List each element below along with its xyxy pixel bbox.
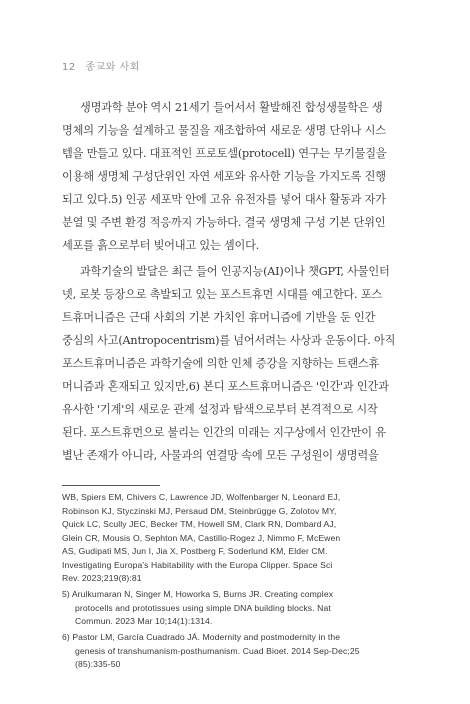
paragraph-line: 트휴머니즘은 근대 사회의 기본 가치인 휴머니즘에 기반을 둔 인간 — [62, 311, 376, 324]
footnote-line: Rev. 2023;219(8):81 — [62, 573, 142, 583]
paragraph-line: 세포를 흙으로부터 빚어내고 있는 셈이다. — [62, 239, 260, 252]
footnote-line: protocells and prototissues using simple DNA building blocks. Nat — [75, 602, 331, 613]
footnote-line: (85):335-50 — [75, 659, 121, 669]
footnote-line: WB, Spiers EM, Chivers C, Lawrence JD, Wolfenbarger N, Leonard EJ, — [62, 492, 341, 502]
footnote-line: Quick LC, Scully JEC, Becker TM, Howell SM, Clark RN, Dombard AJ, — [62, 519, 337, 529]
paragraph-line: 중심의 사고(Antropocentrism)를 넘어서려는 사상과 운동이다. 아직 — [62, 334, 396, 347]
paragraph-line: 명체의 기능을 설계하고 물질을 재조합하여 새로운 생명 단위나 시스 — [62, 124, 386, 137]
paragraph-line: 넷, 로봇 등장으로 촉발되고 있는 포스트휴먼 시대를 예고한다. 포스 — [62, 288, 382, 301]
paragraph-line: 유사한 '기계'의 새로운 관계 설정과 탐색으로부터 본격적으로 시작 — [62, 403, 378, 416]
paragraph-line: 과학기술의 발달은 최근 들어 인공지능(AI)이나 챗GPT, 사물인터 — [80, 265, 390, 278]
paragraph-line: 머니즘과 혼재되고 있지만,6) 본디 포스트휴머니즘은 '인간'과 인간과 — [62, 380, 389, 393]
footnote-line: Robinson KJ, Styczinski MJ, Persaud DM, Steinbrügge G, Zolotov MY, — [62, 505, 337, 516]
page-number: 12 — [62, 62, 76, 73]
footnote-divider — [62, 485, 160, 486]
paragraph-line: 되고 있다.5) 인공 세포막 안에 고유 유전자를 넣어 대사 활동과 자가 — [62, 193, 386, 206]
footnote-6: 6) Pastor LM, García Cuadrado JÁ. Modernity and postmodernity in the — [62, 632, 341, 642]
footnote-5: 5) Arulkumaran N, Singer M, Howorka S, Burns JR. Creating complex — [62, 589, 334, 599]
paragraph-line: 이용해 생명체 구성단위인 자연 세포와 유사한 기능을 가지도록 진행 — [62, 170, 386, 183]
paragraph-line: 포스트휴머니즘은 과학기술에 의한 인체 증강을 지향하는 트랜스휴 — [62, 357, 380, 370]
paragraph-line: 된다. 포스트휴먼으로 불리는 인간의 미래는 지구상에서 인간만이 유 — [62, 426, 386, 439]
footnote-line: AS, Gudipati MS, Jun I, Jia X, Postberg F, Soderlund KM, Elder CM. — [62, 546, 328, 556]
paragraph-line: 템을 만들고 있다. 대표적인 프로토셀(protocell) 연구는 무기물질을 — [62, 147, 387, 160]
footnote-line: Commun. 2023 Mar 10;14(1):1314. — [75, 616, 213, 626]
footnote-line: genesis of transhumanism-posthumanism. Cuad Bioet. 2014 Sep-Dec;25 — [75, 645, 360, 656]
footnote-line: Glein CR, Mousis O, Sephton MA, Castillo-Rogez J, Nimmo F, McEwen — [62, 532, 341, 543]
paragraph-line: 별난 존재가 아니라, 사물과의 연결망 속에 모든 구성원이 생명력을 — [62, 449, 379, 462]
running-title: 종교와 사회 — [85, 62, 140, 73]
paragraph-line: 생명과학 분야 역시 21세기 들어서서 활발해진 합성생물학은 생 — [80, 101, 383, 114]
footnote-line: Investigating Europa's Habitability with the Europa Clipper. Space Sci — [62, 559, 333, 570]
paragraph-line: 분열 및 주변 환경 적응까지 가능하다. 결국 생명체 구성 기본 단위인 — [62, 216, 386, 229]
running-header — [62, 58, 140, 73]
